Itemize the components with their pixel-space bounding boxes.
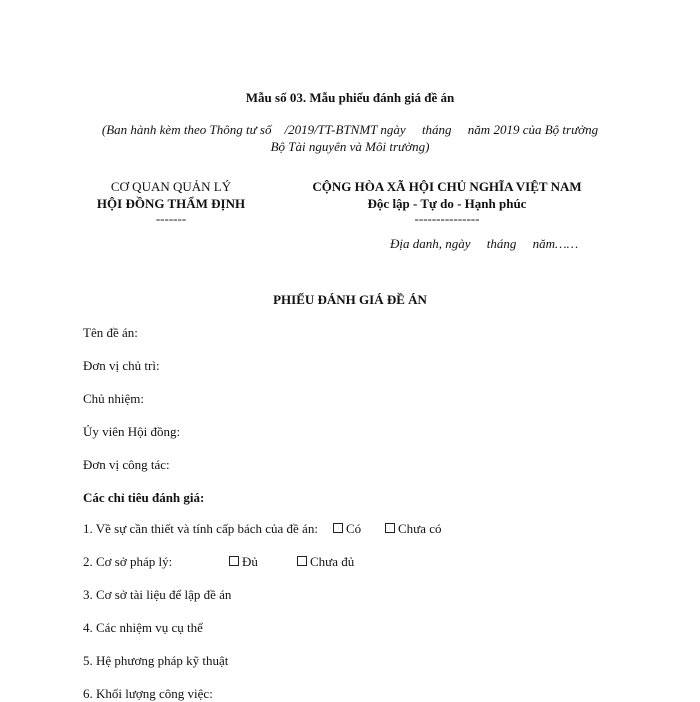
option-yes-label: Có	[346, 521, 362, 536]
council-name: HỘI ĐỒNG THẨM ĐỊNH	[96, 196, 246, 211]
criterion-2-option-sufficient[interactable]	[229, 554, 258, 570]
work-unit-label: Đơn vị công tác:	[83, 457, 170, 472]
issued-by-line-2: Bộ Tài nguyên và Môi trường)	[270, 139, 430, 154]
checkbox-yes[interactable]	[333, 523, 343, 533]
criterion-5: 5. Hệ phương pháp kỹ thuật	[83, 653, 229, 668]
council-member-label: Ủy viên Hội đồng:	[83, 424, 181, 439]
option-sufficient-label: Đủ	[242, 554, 258, 569]
issued-by-line-1: (Ban hành kèm theo Thông tư số /2019/TT-BTNMT ngày tháng năm 2019 của Bộ trưởng	[101, 122, 599, 137]
checkbox-insufficient[interactable]	[297, 556, 307, 566]
nation-motto: Độc lập - Tự do - Hạnh phúc	[367, 196, 527, 211]
place-date: Địa danh, ngày tháng năm……	[390, 236, 579, 251]
criterion-2-option-insufficient[interactable]	[297, 554, 354, 570]
criterion-2-label: 2. Cơ sở pháp lý:	[83, 554, 173, 569]
host-unit-label: Đơn vị chủ trì:	[83, 358, 160, 373]
nation-divider: ---------------	[414, 211, 480, 226]
nation-title: CỘNG HÒA XÃ HỘI CHỦ NGHĨA VIỆT NAM	[312, 179, 582, 194]
criterion-1-label: 1. Về sự cần thiết và tính cấp bách của đề án:	[83, 521, 318, 536]
criterion-1-option-yes[interactable]	[333, 521, 361, 537]
project-name-label: Tên đề án:	[83, 325, 138, 340]
checkbox-no[interactable]	[385, 523, 395, 533]
criterion-1-option-no[interactable]	[385, 521, 442, 537]
document-title: PHIẾU ĐÁNH GIÁ ĐỀ ÁN	[273, 292, 427, 307]
leader-label: Chủ nhiệm:	[83, 391, 145, 406]
checkbox-sufficient[interactable]	[229, 556, 239, 566]
criterion-6: 6. Khối lượng công việc:	[83, 686, 213, 701]
form-title: Mẫu số 03. Mẫu phiếu đánh giá đề án	[245, 90, 455, 105]
agency-name: CƠ QUAN QUẢN LÝ	[110, 179, 232, 194]
criterion-2	[83, 554, 172, 570]
criterion-4: 4. Các nhiệm vụ cụ thể	[83, 620, 203, 635]
criteria-heading: Các chỉ tiêu đánh giá:	[83, 490, 205, 505]
criterion-1	[83, 521, 318, 537]
option-no-label: Chưa có	[398, 521, 442, 536]
criterion-3: 3. Cơ sở tài liệu để lập đề án	[83, 587, 232, 602]
agency-divider: -------	[155, 211, 187, 226]
option-insufficient-label: Chưa đủ	[310, 554, 355, 569]
